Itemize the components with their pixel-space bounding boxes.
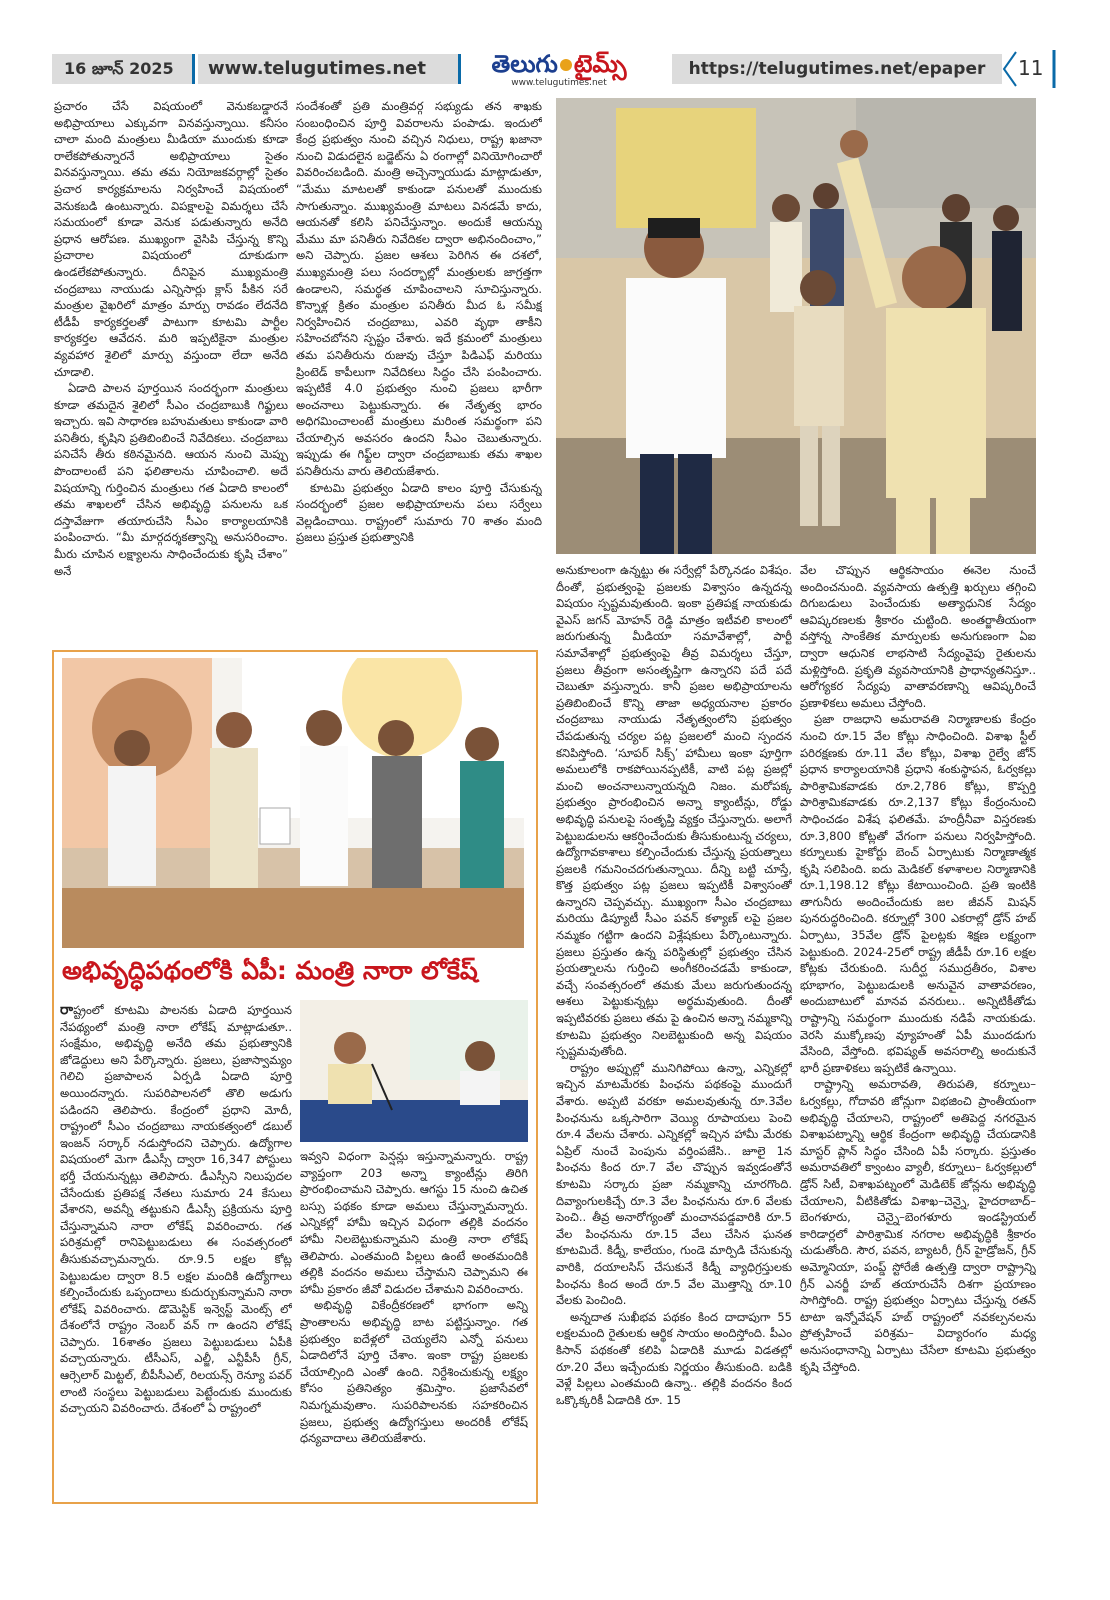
issue-date: 16 జూన్ 2025 xyxy=(52,54,192,84)
paragraph: ఇవ్వని విధంగా పెన్షన్లు ఇస్తున్నామన్నారు. రాష్ట్ర వ్యాప్తంగా 203 అన్నా క్యాంటీన్లు తిరిగి ప్రారంభించామని చెప్పారు. ఆగస్టు 15 నుంచి ఉచిత బస్సు పథకం కూడా అమలు చేస్తున్నామన్నారు. ఎన్నికల్లో హామీ ఇచ్చిన విధంగా తల్లికి వందనం హామీ నిలబెట్టుకున్నామని మంత్రి నారా లోకేష్ తెలిపారు. ఎంతమంది పిల్లలు ఉంటే అంతమందికి తల్లికి వందనం అమలు చేస్తామని చెప్పామని ఈ హామీ ప్రకారం జీవో విడుదల చేశామని వివరించారు. xyxy=(300,1149,528,1296)
lead-paragraph xyxy=(60,1002,292,1417)
site-url[interactable]: www.telugutimes.net xyxy=(198,54,458,84)
paragraph: ప్రజా రాజధాని అమరావతి నిర్మాణాలకు కేంద్రం నుంచి రూ.15 వేల కోట్లు సాధించింది. విశాఖ స్టీల్ పరిరక్షణకు రూ.11 వేల కోట్లు, విశాఖ రైల్వే జోన్ ప్రధాన కార్యాలయానికి ప్రధాని శంకుస్థాపన, ఓర్వకల్లు పారిశ్రామికవాడకు రూ.2,786 కోట్లు, కొప్పర్తి పారిశ్రామికవాడకు రూ.2,137 కోట్లు కేంద్రంనుంచి సాధించడం విశేష ఫలితమే. హంద్రీనీవా విస్తరణకు రూ.3,800 కోట్లతో వేగంగా పనులు నిర్వహిస్తోంది. కర్నూలుకు హైకోర్టు బెంచ్ ఏర్పాటుకు నిర్మాణాత్మక కృషి సలిపింది. ఐదు మెడికల్ కళాశాలల నిర్మాణానికి రూ.1,198.12 కోట్లు కేటాయించింది. ప్రతి ఇంటికి తాగునీరు అందించేందుకు జల జీవన్ మిషన్ పునరుద్ధరించింది. కర్నూల్లో 300 ఎకరాల్లో డ్రోన్ హబ్ ఏర్పాటు, 35వేల డ్రోన్ పైలట్లకు శిక్షణ లక్ష్యంగా పెట్టుకుంది. 2024-25లో రాష్ట్ర జీడీపీ రూ.16 లక్షల కోట్లకు చేరుకుంది. సుదీర్ఘ సముద్రతీరం, విశాల భూభాగం, పెట్టుబడులకి అనువైన వాతావరణం, అందుబాటులో మానవ వనరులు.. అన్నిటికీతోడు రాష్ట్రాన్ని సమర్థంగా ముందుకు నడిపే నాయకుడు. వెరసి ముక్కోణపు వ్యూహంతో ఏపీ ముందడుగు వేసింది, వేస్తోంది. భవిష్యత్ అవసరాల్ని అందుకునే భారీ ప్రణాళికలు ఇప్పటికే ఉన్నాయి. xyxy=(800,712,1036,1075)
right-column-2 xyxy=(800,562,1036,1552)
top-article-column-1 xyxy=(54,98,288,646)
paragraph: కూటమి ప్రభుత్వం ఏడాది కాలం పూర్తి చేసుకున్న సందర్భంలో ప్రజల అభిప్రాయాలను పలు సర్వేలు వెల్లడించాయి. రాష్ట్రంలో సుమారు 70 శాతం మంది ప్రజలు ప్రస్తుత ప్రభుత్వానికి xyxy=(296,480,542,545)
photo-report-presentation xyxy=(62,658,524,948)
main-article-column-1 xyxy=(60,1002,292,1496)
report-presentation-photo-icon xyxy=(62,658,524,948)
right-column-1 xyxy=(556,562,792,1552)
paragraph: రాష్ట్రాన్ని అమరావతి, తిరుపతి, కర్నూలు–ఓర్వకల్లు, గోదావరి జోన్లుగా విభజించి ప్రాంతీయంగా అభివృద్ధి చేయాలని, రాష్ట్రంలో అతిపెద్ద నగరమైన విశాఖపట్నాన్ని ఆర్థిక కేంద్రంగా అభివృద్ధి చేయడానికి మాస్టర్ ప్లాన్ సిద్ధం చేసింది ఏపీ సర్కారు. ప్రస్తుతం అమరావతిలో క్వాంటం వ్యాలీ, కర్నూలు– ఓర్వకల్లులో డ్రోన్ సిటీ, విశాఖపట్నంలో మెడిటెక్ జోన్లను అభివృద్ధి చేయాలని, వీటికితోడు విశాఖ–చెన్నై, హైదరాబాద్–బెంగళూరు, చెన్నై–బెంగళూరు ఇండస్ట్రియల్ కారిడార్లలో పారిశ్రామిక నగరాల అభివృద్ధికి శ్రీకారం చుడుతోంది. సౌర, పవన, బ్యాటరీ, గ్రీన్ హైడ్రోజన్, గ్రీన్ అమ్మోనియా, పంప్డ్ స్టోరేజీ ఉత్పత్తి ద్వారా రాష్ట్రాన్ని గ్రీన్ ఎనర్జీ హబ్ తయారుచేసే దిశగా ప్రయాణం సాగిస్తోంది. రాష్ట్ర ప్రభుత్వం ఏర్పాటు చేస్తున్న రతన్ టాటా ఇన్నోవేషన్ హబ్ రాష్ట్రంలో నవకల్పనలను ప్రోత్సహించే పరిశ్రమ– విద్యారంగం మధ్య అనుసంధానాన్ని ఏర్పాటు చేసేలా కూటమి ప్రభుత్వం కృషి చేస్తోంది. xyxy=(800,1077,1036,1374)
main-article-column-2 xyxy=(300,1148,528,1496)
header-divider xyxy=(192,54,195,84)
header-divider xyxy=(458,54,461,84)
top-article-column-2 xyxy=(296,98,542,646)
drop-cap: రా xyxy=(60,1002,74,1018)
photo-press-meet xyxy=(300,1000,528,1142)
press-meet-photo-icon xyxy=(300,1000,528,1142)
paragraph: అన్నదాత సుఖీభవ పథకం కింద దాదాపుగా 55 లక్షలమంది రైతులకు ఆర్థిక సాయం అందిస్తోంది. పీఎం కిసాన్ పథకంతో కలిపి ఏడాదికి మూడు విడతల్లో రూ.20 వేలు ఇచ్చేందుకు నిర్ణయం తీసుకుంది. బడికి వెళ్లే పిల్లలు ఎంతమంది ఉన్నా.. తల్లికి వందనం కింద ఒక్కొక్కరికీ ఏడాదికి రూ. 15 xyxy=(556,1309,792,1407)
paragraph: రాష్ట్రం అప్పుల్లో మునిగిపోయి ఉన్నా, ఎన్నికల్లో ఇచ్చిన మాటమేరకు పింఛను పథకంపై ముందుగే వేశారు. అప్పటి వరకూ అమలవుతున్న రూ.3వేల పింఛనును ఒక్కసారిగా వెయ్యి రూపాయలు పెంచి రూ.4 వేలను చేశారు. ఎన్నికల్లో ఇచ్చిన హామీ మేరకు ఏప్రిల్ నుంచే పెంపును వర్తింపజేసి.. జూలై 1న పింఛను కింద రూ.7 వేల చొప్పున ఇవ్వడంతోనే కూటమి సర్కారు ప్రజా నమ్మకాన్ని చూరగొంది. దివ్యాంగులకిచ్చే రూ.3 వేల పింఛనును రూ.6 వేలకు పెంచి.. తీవ్ర అనారోగ్యంతో మంచానపడ్డవారికి రూ.5 వేల పింఛనును రూ.15 వేలు చేసిన ఘనత కూటమిదే. కిడ్నీ, కాలేయం, గుండె మార్పిడి చేసుకున్న వారికి, దయాలసిస్ చేసుకునే కిడ్నీ వ్యాధిగ్రస్తులకు పింఛను కింద అందే రూ.5 వేల మొత్తాన్ని రూ.10 వేలకు పెంచింది. xyxy=(556,1060,792,1308)
epaper-url[interactable]: https://telugutimes.net/epaper xyxy=(672,54,1002,84)
paragraph: సందేశంతో ప్రతి మంత్రివర్గ సభ్యుడు తన శాఖకు సంబంధించిన పూర్తి వివరాలను పంపాడు. ఇందులో కేంద్ర ప్రభుత్వం నుంచి వచ్చిన నిధులు, రాష్ట్ర ఖజానా నుంచి విడుదలైన బడ్జెట్‌ను ఏ రంగాల్లో వినియోగించారో వివరించబడింది. మంత్రి అచ్చెన్నాయుడు మాట్లాడుతూ, “మేము మాటలతో కాకుండా పనులతో ముందుకు సాగుతున్నాం. ముఖ్యమంత్రి మాటలు వినడమే కాదు, ఆయనతో కలిసి పనిచేస్తున్నాం. అందుకే ఆయన్ను మేము మా పనితీరు నివేదికల ద్వారా అభినందించాం,” అని చెప్పారు. ప్రజల ఆశలు పెరిగిన ఈ దశలో, ముఖ్యమంత్రి పలు సందర్భాల్లో మంత్రులకు జాగ్రత్తగా ఉండాలని, సమర్థత చూపించాలని సూచిస్తున్నారు. కొన్నాళ్ల క్రితం మంత్రుల పనితీరు మీద ఓ సమీక్ష నిర్వహించిన చంద్రబాబు, ఎవరి వృథా తాకీని సహించబోనని స్పష్టం చేశారు. ఇదే క్రమంలో మంత్రులు తమ పనితీరును రుజువు చేస్తూ పిడిఎఫ్ మరియు ప్రింటెడ్ కాపీలుగా నివేదికలు సిద్ధం చేసి పంపించారు. ఇప్పటికే 4.0 ప్రభుత్వం నుంచి ప్రజలు భారీగా అంచనాలు పెట్టుకున్నారు. ఈ నేతృత్వ భారం అధిగమించాలంటే మంత్రులు మరింత సమర్థంగా పని చేయాల్సిన అవసరం ఉందని సీఎం చెబుతున్నారు. ఇప్పుడు ఈ గిఫ్ట్‌ల ద్వారా చంద్రబాబుకు తమ శాఖల పనితీరును వారు తెలియజేశారు. xyxy=(296,99,542,479)
page-header xyxy=(52,50,1058,90)
page-number-badge xyxy=(1002,50,1058,88)
logo-subtitle: www.telugutimes.net xyxy=(511,78,607,88)
walking-leaders-photo-icon xyxy=(556,98,1036,554)
logo-text-b: టైమ్స్ xyxy=(573,50,627,78)
paragraph: అనుకూలంగా ఉన్నట్టు ఈ సర్వేల్లో పేర్కొనడం విశేషం. దీంతో, ప్రభుత్వంపై ప్రజలకు విశ్వాసం ఉన్నదన్న విషయం స్పష్టమవుతుంది. ఇంకా ప్రతిపక్ష నాయకుడు వైఎస్ జగన్ మోహన్ రెడ్డి మాత్రం ఇటీవలి కాలంలో జరుగుతున్న మీడియా సమావేశాల్లో, పార్టీ సమావేశాల్లో ప్రభుత్వంపై తీవ్ర విమర్శలు చేస్తూ, ప్రజలు తీవ్రంగా అసంతృప్తిగా ఉన్నారని పదే పదే చెబుతూ వస్తున్నారు. కానీ ప్రజల అభిప్రాయాలను ప్రతిబింబించే కొన్ని తాజా అధ్యయనాల ప్రకారం చంద్రబాబు నాయుడు నేతృత్వంలోని ప్రభుత్వం చేపడుతున్న చర్యల పట్ల ప్రజలలో మంచి స్పందన కనిపిస్తోంది. ‘సూపర్ సిక్స్’ హామీలు ఇంకా పూర్తిగా అమలులోకి రాకపోయినప్పటికీ, వాటి పట్ల ప్రజల్లో మంచి అంచనాలున్నాయన్నది నిజం. మరోపక్క ప్రభుత్వం ప్రారంభించిన అన్నా క్యాంటీన్లు, రోడ్డు అభివృద్ధి పనులపై సంతృప్తి వ్యక్తం చేస్తున్నారు. అలాగే పెట్టుబడులను ఆకర్షించేందుకు తీసుకుంటున్న చర్యలు, ఉద్యోగావకాశాలు కల్పించేందుకు చేస్తున్న ప్రయత్నాలు ప్రజలకి గమనించదగుతున్నాయి. దీన్ని బట్టి చూస్తే, కొత్త ప్రభుత్వం పట్ల ప్రజలు ఇప్పటికీ విశ్వాసంతో ఉన్నారని చెప్పవచ్చు. ముఖ్యంగా సీఎం చంద్రబాబు మరియు డిప్యూటీ సీఎం పవన్ కళ్యాణ్ లపై ప్రజల నమ్మకం గట్టిగా ఉందని విశ్లేషకులు పేర్కొంటున్నారు. ప్రజలు ప్రస్తుతం ఉన్న పరిస్థితుల్లో ప్రభుత్వం చేసిన ప్రయత్నాలను గుర్తించి అంగీకరించడమే కాకుండా, వచ్చే సంవత్సరంలో తమకు మేలు జరుగుతుందన్న ఆశలు పెట్టుకున్నట్లు అర్థమవుతుంది. దీంతో ఇప్పటివరకు ప్రజలు తమ పై ఉంచిన అన్నా నమ్మకాన్ని కూటమి ప్రభుత్వం నిలబెట్టుకుంది అన్న విషయం స్పష్టమవుతోంది. xyxy=(556,563,792,1059)
telugu-times-logo[interactable] xyxy=(468,50,650,90)
paragraph: ఏడాది పాలన పూర్తయిన సందర్భంగా మంత్రులు కూడా తమదైన శైలిలో సీఎం చంద్రబాబుకి గిఫ్టులు ఇచ్చారు. ఇవి సాధారణ బహుమతులు కాకుండా వారి పనితీరు, కృషిని ప్రతిబింబించే నివేదికలు. చంద్రబాబు పనిచేసే తీరు కఠినమైనది. ఆయన నుంచి మెప్పు పొందాలంటే పని ఫలితాలను చూపించాలి. అదే విషయాన్ని గుర్తించిన మంత్రులు గత ఏడాది కాలంలో తమ శాఖలలో చేసిన అభివృద్ధి పనులను ఒక దస్తావేజుగా తయారుచేసి సీఎం కార్యాలయానికి పంపించారు. “మీ మార్గదర్శకత్వాన్ని అనుసరించాం. మీరు చూపిన లక్ష్యాలను సాధించేందుకు కృషి చేశాం” అనే xyxy=(54,381,288,578)
logo-text-a: తెలుగు xyxy=(491,50,558,78)
lead-text: ష్ట్రంలో కూటమి పాలనకు ఏడాది పూర్తయిన నేపథ్యంలో మంత్రి నారా లోకేష్ మాట్లాడుతూ.. సంక్షేమం, అభివృద్ధి అనేది తమ ప్రభుత్వానికి జోడెద్దులు అని పేర్కొన్నారు. ప్రజలు, ప్రజాస్వామ్యం గెలిచి ప్రజాపాలన ఏర్పడి ఏడాది పూర్తి అయిందన్నారు. సుపరిపాలనలో తొలి అడుగు పడిందని తెలిపారు. కేంద్రంలో ప్రధాని మోదీ, రాష్ట్రంలో సీఎం చంద్రబాబు నాయకత్వంలో డబుల్ ఇంజన్ సర్కార్ నడుస్తోందని చెప్పారు. ఉద్యోగాల విషయంలో మెగా డీఎస్సీ ద్వారా 16,347 పోస్టులు భర్తీ చేయనున్నట్లు తెలిపారు. డీఎస్సీని నిలుపుదల చేసేందుకు ప్రతిపక్ష నేతలు సుమారు 24 కేసులు వేశారని, అవన్నీ తట్టుకుని డీఎస్సీ ప్రక్రియను పూర్తి చేస్తున్నామని నారా లోకేష్ వివరించారు. గత పరిశ్రమల్లో రానిపెట్టుబడులు ఈ సంవత్సరంలో తీసుకువచ్చామన్నారు. రూ.9.5 లక్షల కోట్ల పెట్టుబడుల ద్వారా 8.5 లక్షల మందికి ఉద్యోగాలు కల్పించేందుకు ఒప్పందాలు కుదుర్చుకున్నామని నారా లోకేష్ వివరించారు. డొమెస్టిక్ ఇన్వెస్ట్ మెంట్స్ లో దేశంలోనే రాష్ట్రం నెంబర్ వన్ గా ఉందని లోకేష్ చెప్పారు. 16శాతం ప్రజలు పెట్టుబడులు ఏపీకి వచ్చాయన్నారు. టీసీఎస్, ఎల్జీ, ఎన్టీపీసీ గ్రీన్, ఆర్సెలార్ మిట్టల్, బీపీసీఎల్, రిలయన్స్ రెన్యూ పవర్ లాంటి సంస్థలు పెట్టుబడులు పెట్టేందుకు ముందుకు వచ్చాయని వివరించారు. దేశంలో ఏ రాష్ట్రంలో xyxy=(60,1003,292,1416)
paragraph: అభివృద్ధి వికేంద్రీకరణలో భాగంగా అన్ని ప్రాంతాలను అభివృద్ధి బాట పట్టిస్తున్నాం. గత ప్రభుత్వం ఐదేళ్లలో చెయ్యలేని ఎన్నో పనులు ఏడాదిలోనే పూర్తి చేశాం. ఇంకా రాష్ట్ర ప్రజలకు చేయాల్సింది ఎంతో ఉంది. నిర్దేశించుకున్న లక్ష్యం కోసం ప్రతినిత్యం శ్రమిస్తాం. ప్రజాసేవలో నిమగ్నమవుతాం. సుపరిపాలనకు సహకరించిన ప్రజలు, ప్రభుత్వ ఉద్యోగస్తులు అందరికీ లోకేష్ ధన్యవాదాలు తెలియజేశారు. xyxy=(300,1298,528,1446)
paragraph: ప్రచారం చేసే విషయంలో వెనుకబడ్డారనే అభిప్రాయాలు ఎక్కువగా వినవస్తున్నాయి. కనీసం చాలా మంది మంత్రులు మీడియా ముందుకు కూడా రాలేకపోతున్నారనే అభిప్రాయాలు సైతం వినవస్తున్నాయి. తమ తమ నియోజకవర్గాల్లో సైతం ప్రచార కార్యక్రమాలను నిర్వహించే విషయంలో వెనుకబడి ఉంటున్నారు. విపక్షాలపై విమర్శలు చేసే సమయంలో కూడా వెనుక పడుతున్నారు అనేది ప్రధాన ఆరోపణ. ముఖ్యంగా వైసిపి చేస్తున్న కొన్ని ప్రచారాల విషయంలో దూకుడుగా ఉండలేకపోతున్నారు. దీనిపైన ముఖ్యమంత్రి చంద్రబాబు నాయుడు ఎన్నిసార్లు క్లాస్ పీకిన సరే మంత్రుల వైఖరిలో మాత్రం మార్పు రావడం లేదనేది టీడీపీ కార్యకర్తలతో పాటుగా కూటమి పార్టీల కార్యకర్తల ఆవేదన. మరి ఇప్పటికైనా మంత్రుల వ్యవహార శైలిలో మార్పు వస్తుందా లేదా అనేది చూడాలి. xyxy=(54,99,288,379)
page-number: 11 xyxy=(1018,56,1044,80)
logo-sun-icon xyxy=(560,59,572,71)
main-headline: అభివృద్ధిపథంలోకి ఏపీ: మంత్రి నారా లోకేష్ xyxy=(62,956,478,985)
photo-cm-and-minister-walking xyxy=(556,98,1036,554)
paragraph: వేల చొప్పున ఆర్థికసాయం ఈనెల నుంచే అందించనుంది. వ్యవసాయ ఉత్పత్తి ఖర్చులు తగ్గించి దిగుబడులు పెంచేందుకు అత్యాధునిక సేద్యం ఆవిష్కరణలకు శ్రీకారం చుట్టింది. అంతర్జాతీయంగా వస్తోన్న సాంకేతిక మార్పులకు అనుగుణంగా ఏఐ ద్వారా ఆధునిక లాభసాటి సేద్యంవైపు రైతులను మళ్లిస్తోంది. ప్రకృతి వ్యవసాయానికి ప్రాధాన్యతనిస్తూ.. ఆరోగ్యకర సేద్యపు వాతావరణాన్ని ఆవిష్కరించే ప్రణాళికలు అమలు చేస్తోంది. xyxy=(800,563,1036,710)
